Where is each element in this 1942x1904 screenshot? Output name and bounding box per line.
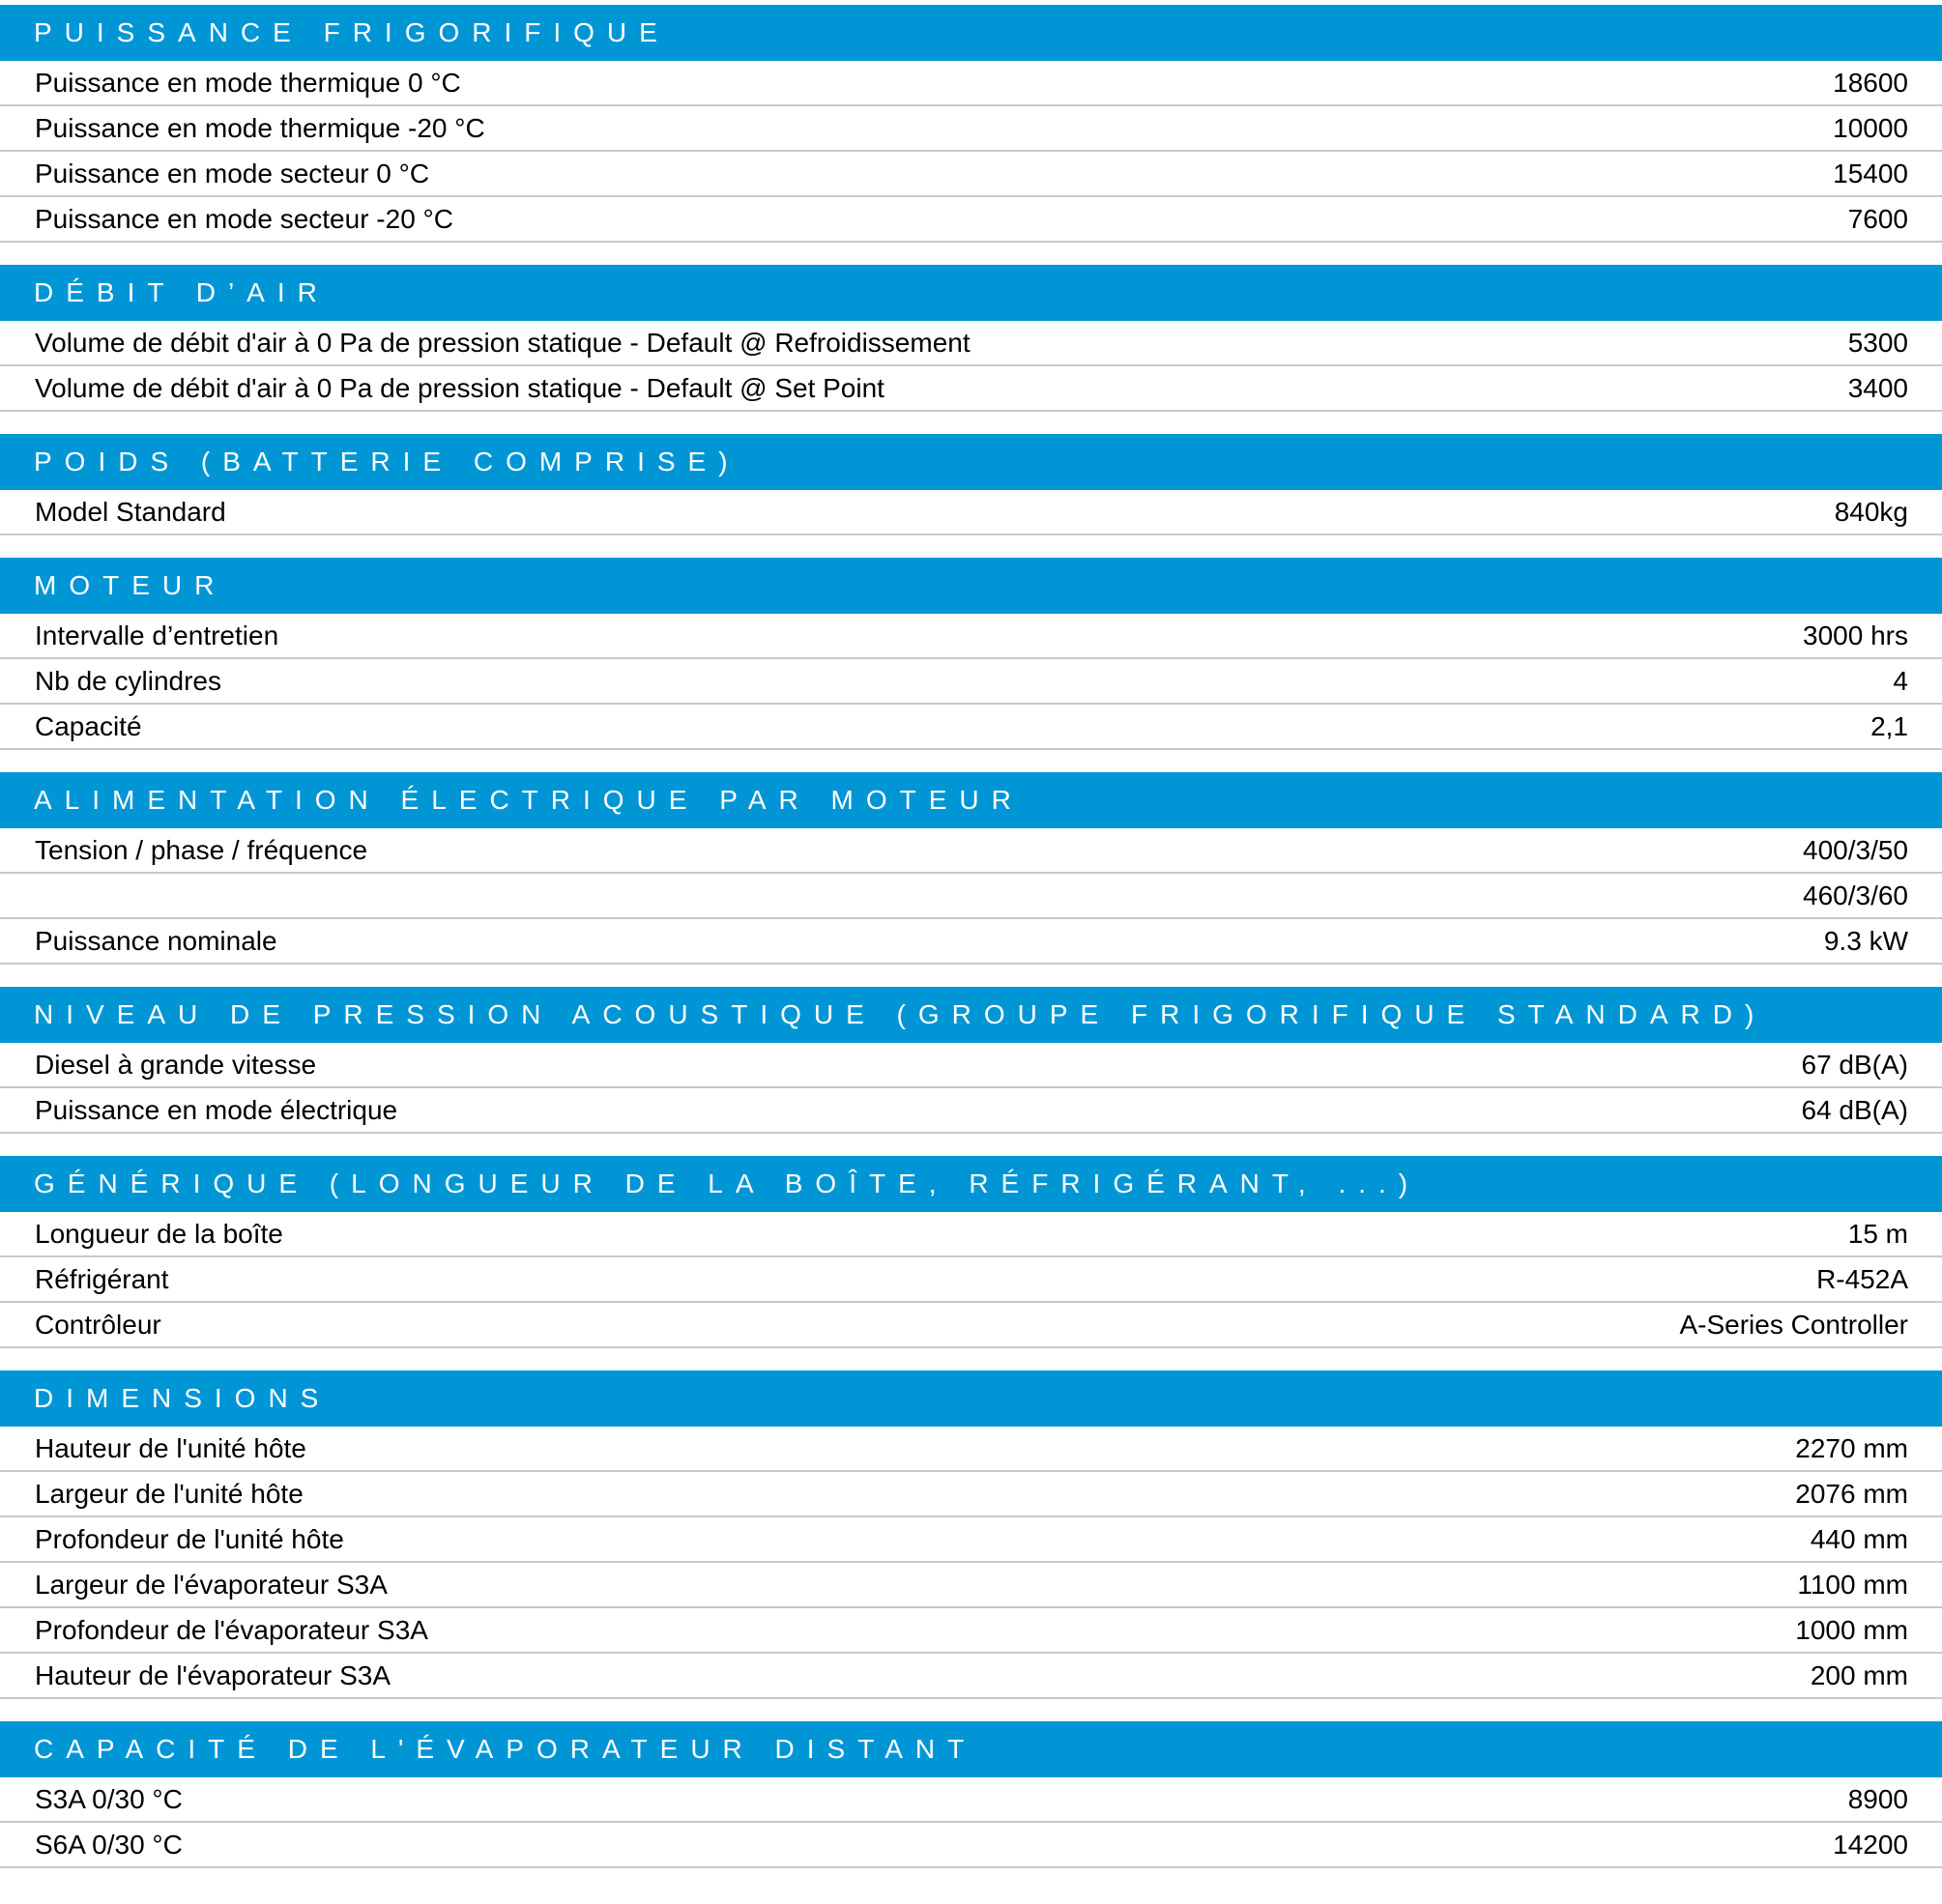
section-title: DIMENSIONS [34,1383,332,1413]
section-title: MOTEUR [34,570,227,600]
spec-row [0,874,1942,919]
spec-row [0,1257,1942,1303]
spec-label: Tension / phase / fréquence [35,834,368,865]
spec-value: 1100 mm [1797,1569,1908,1600]
spec-value: 4 [1893,665,1908,696]
section-header [0,772,1942,828]
spec-label: Contrôleur [35,1309,161,1340]
spec-row [0,152,1942,197]
spec-value: 840kg [1834,496,1908,527]
spec-row [0,490,1942,535]
spec-label: Profondeur de l'unité hôte [35,1523,344,1554]
spec-value: 460/3/60 [1803,880,1908,910]
spec-row [0,1608,1942,1654]
spec-label: Intervalle d’entretien [35,620,279,650]
spec-row [0,705,1942,750]
spec-row [0,321,1942,366]
section-header [0,265,1942,321]
spec-label: Largeur de l'unité hôte [35,1478,304,1509]
section-header [0,1370,1942,1427]
spec-value: 10000 [1833,112,1908,143]
spec-value: A-Series Controller [1679,1309,1908,1340]
section-title: DÉBIT D’AIR [34,277,330,307]
section-header [0,558,1942,614]
spec-label: Puissance en mode électrique [35,1094,398,1125]
spec-value: R-452A [1816,1263,1908,1294]
section-capacite-de-l-evaporateur-distant [0,1721,1942,1868]
spec-label: Puissance en mode thermique 0 °C [35,67,461,98]
spec-value: 15400 [1833,158,1908,188]
spec-row [0,1563,1942,1608]
section-puissance-frigorifique [0,5,1942,243]
section-title: NIVEAU DE PRESSION ACOUSTIQUE (GROUPE FRIGORIFIQUE STANDARD) [34,999,1767,1029]
spec-row [0,659,1942,705]
spec-label: Puissance en mode secteur -20 °C [35,203,453,234]
spec-label: Nb de cylindres [35,665,221,696]
spec-label: S6A 0/30 °C [35,1829,183,1860]
section-generique-longueur-de-la-boite-refrigerant [0,1156,1942,1348]
spec-value: 2076 mm [1795,1478,1908,1509]
spec-label: Puissance en mode thermique -20 °C [35,112,485,143]
spec-row [0,1777,1942,1823]
section-header [0,434,1942,490]
spec-label: Longueur de la boîte [35,1218,283,1249]
section-moteur [0,558,1942,750]
section-header [0,1721,1942,1777]
section-header [0,1156,1942,1212]
section-title: ALIMENTATION ÉLECTRIQUE PAR MOTEUR [34,785,1024,815]
spec-value: 8900 [1847,1783,1908,1814]
spec-row [0,366,1942,412]
spec-value: 400/3/50 [1803,834,1908,865]
spec-label: Hauteur de l'évaporateur S3A [35,1659,391,1690]
spec-row [0,1427,1942,1472]
spec-label: Réfrigérant [35,1263,169,1294]
spec-row [0,1472,1942,1517]
section-title: GÉNÉRIQUE (LONGUEUR DE LA BOÎTE, RÉFRIGÉRANT, ...) [34,1168,1421,1198]
section-niveau-de-pression-acoustique-groupe-frigorifique-standard [0,987,1942,1134]
section-title: CAPACITÉ DE L'ÉVAPORATEUR DISTANT [34,1734,977,1764]
spec-row [0,1303,1942,1348]
spec-value: 9.3 kW [1823,925,1908,956]
spec-label: S3A 0/30 °C [35,1783,183,1814]
spec-value: 3400 [1847,372,1908,403]
spec-value: 5300 [1847,327,1908,358]
spec-label: Volume de débit d'air à 0 Pa de pression statique - Default @ Set Point [35,372,884,403]
section-title: POIDS (BATTERIE COMPRISE) [34,447,740,476]
section-title: PUISSANCE FRIGORIFIQUE [34,17,670,47]
spec-value: 18600 [1833,67,1908,98]
spec-label: Capacité [35,710,142,741]
section-debit-d-air [0,265,1942,412]
spec-row [0,197,1942,243]
spec-row [0,828,1942,874]
spec-row [0,1088,1942,1134]
spec-value: 2270 mm [1795,1432,1908,1463]
spec-label: Puissance en mode secteur 0 °C [35,158,430,188]
spec-row [0,1517,1942,1563]
spec-value: 67 dB(A) [1801,1049,1908,1080]
spec-label: Profondeur de l'évaporateur S3A [35,1614,428,1645]
spec-value: 1000 mm [1795,1614,1908,1645]
spec-label: Hauteur de l'unité hôte [35,1432,306,1463]
spec-row [0,1823,1942,1868]
spec-label: Largeur de l'évaporateur S3A [35,1569,388,1600]
spec-label: Puissance nominale [35,925,277,956]
section-header [0,5,1942,61]
spec-row [0,614,1942,659]
spec-value: 14200 [1833,1829,1908,1860]
spec-row [0,1212,1942,1257]
section-dimensions [0,1370,1942,1699]
spec-row [0,61,1942,106]
spec-value: 64 dB(A) [1801,1094,1908,1125]
spec-value: 3000 hrs [1803,620,1908,650]
section-poids-batterie-comprise [0,434,1942,535]
spec-row [0,1654,1942,1699]
section-header [0,987,1942,1043]
spec-label: Model Standard [35,496,226,527]
spec-value: 440 mm [1810,1523,1908,1554]
spec-label: Diesel à grande vitesse [35,1049,317,1080]
spec-row [0,1043,1942,1088]
spec-value: 7600 [1847,203,1908,234]
spec-label: Volume de débit d'air à 0 Pa de pression statique - Default @ Refroidissement [35,327,971,358]
spec-value: 2,1 [1870,710,1908,741]
spec-value: 200 mm [1810,1659,1908,1690]
spec-row [0,919,1942,965]
spec-row [0,106,1942,152]
spec-value: 15 m [1847,1218,1908,1249]
section-alimentation-electrique-par-moteur [0,772,1942,965]
